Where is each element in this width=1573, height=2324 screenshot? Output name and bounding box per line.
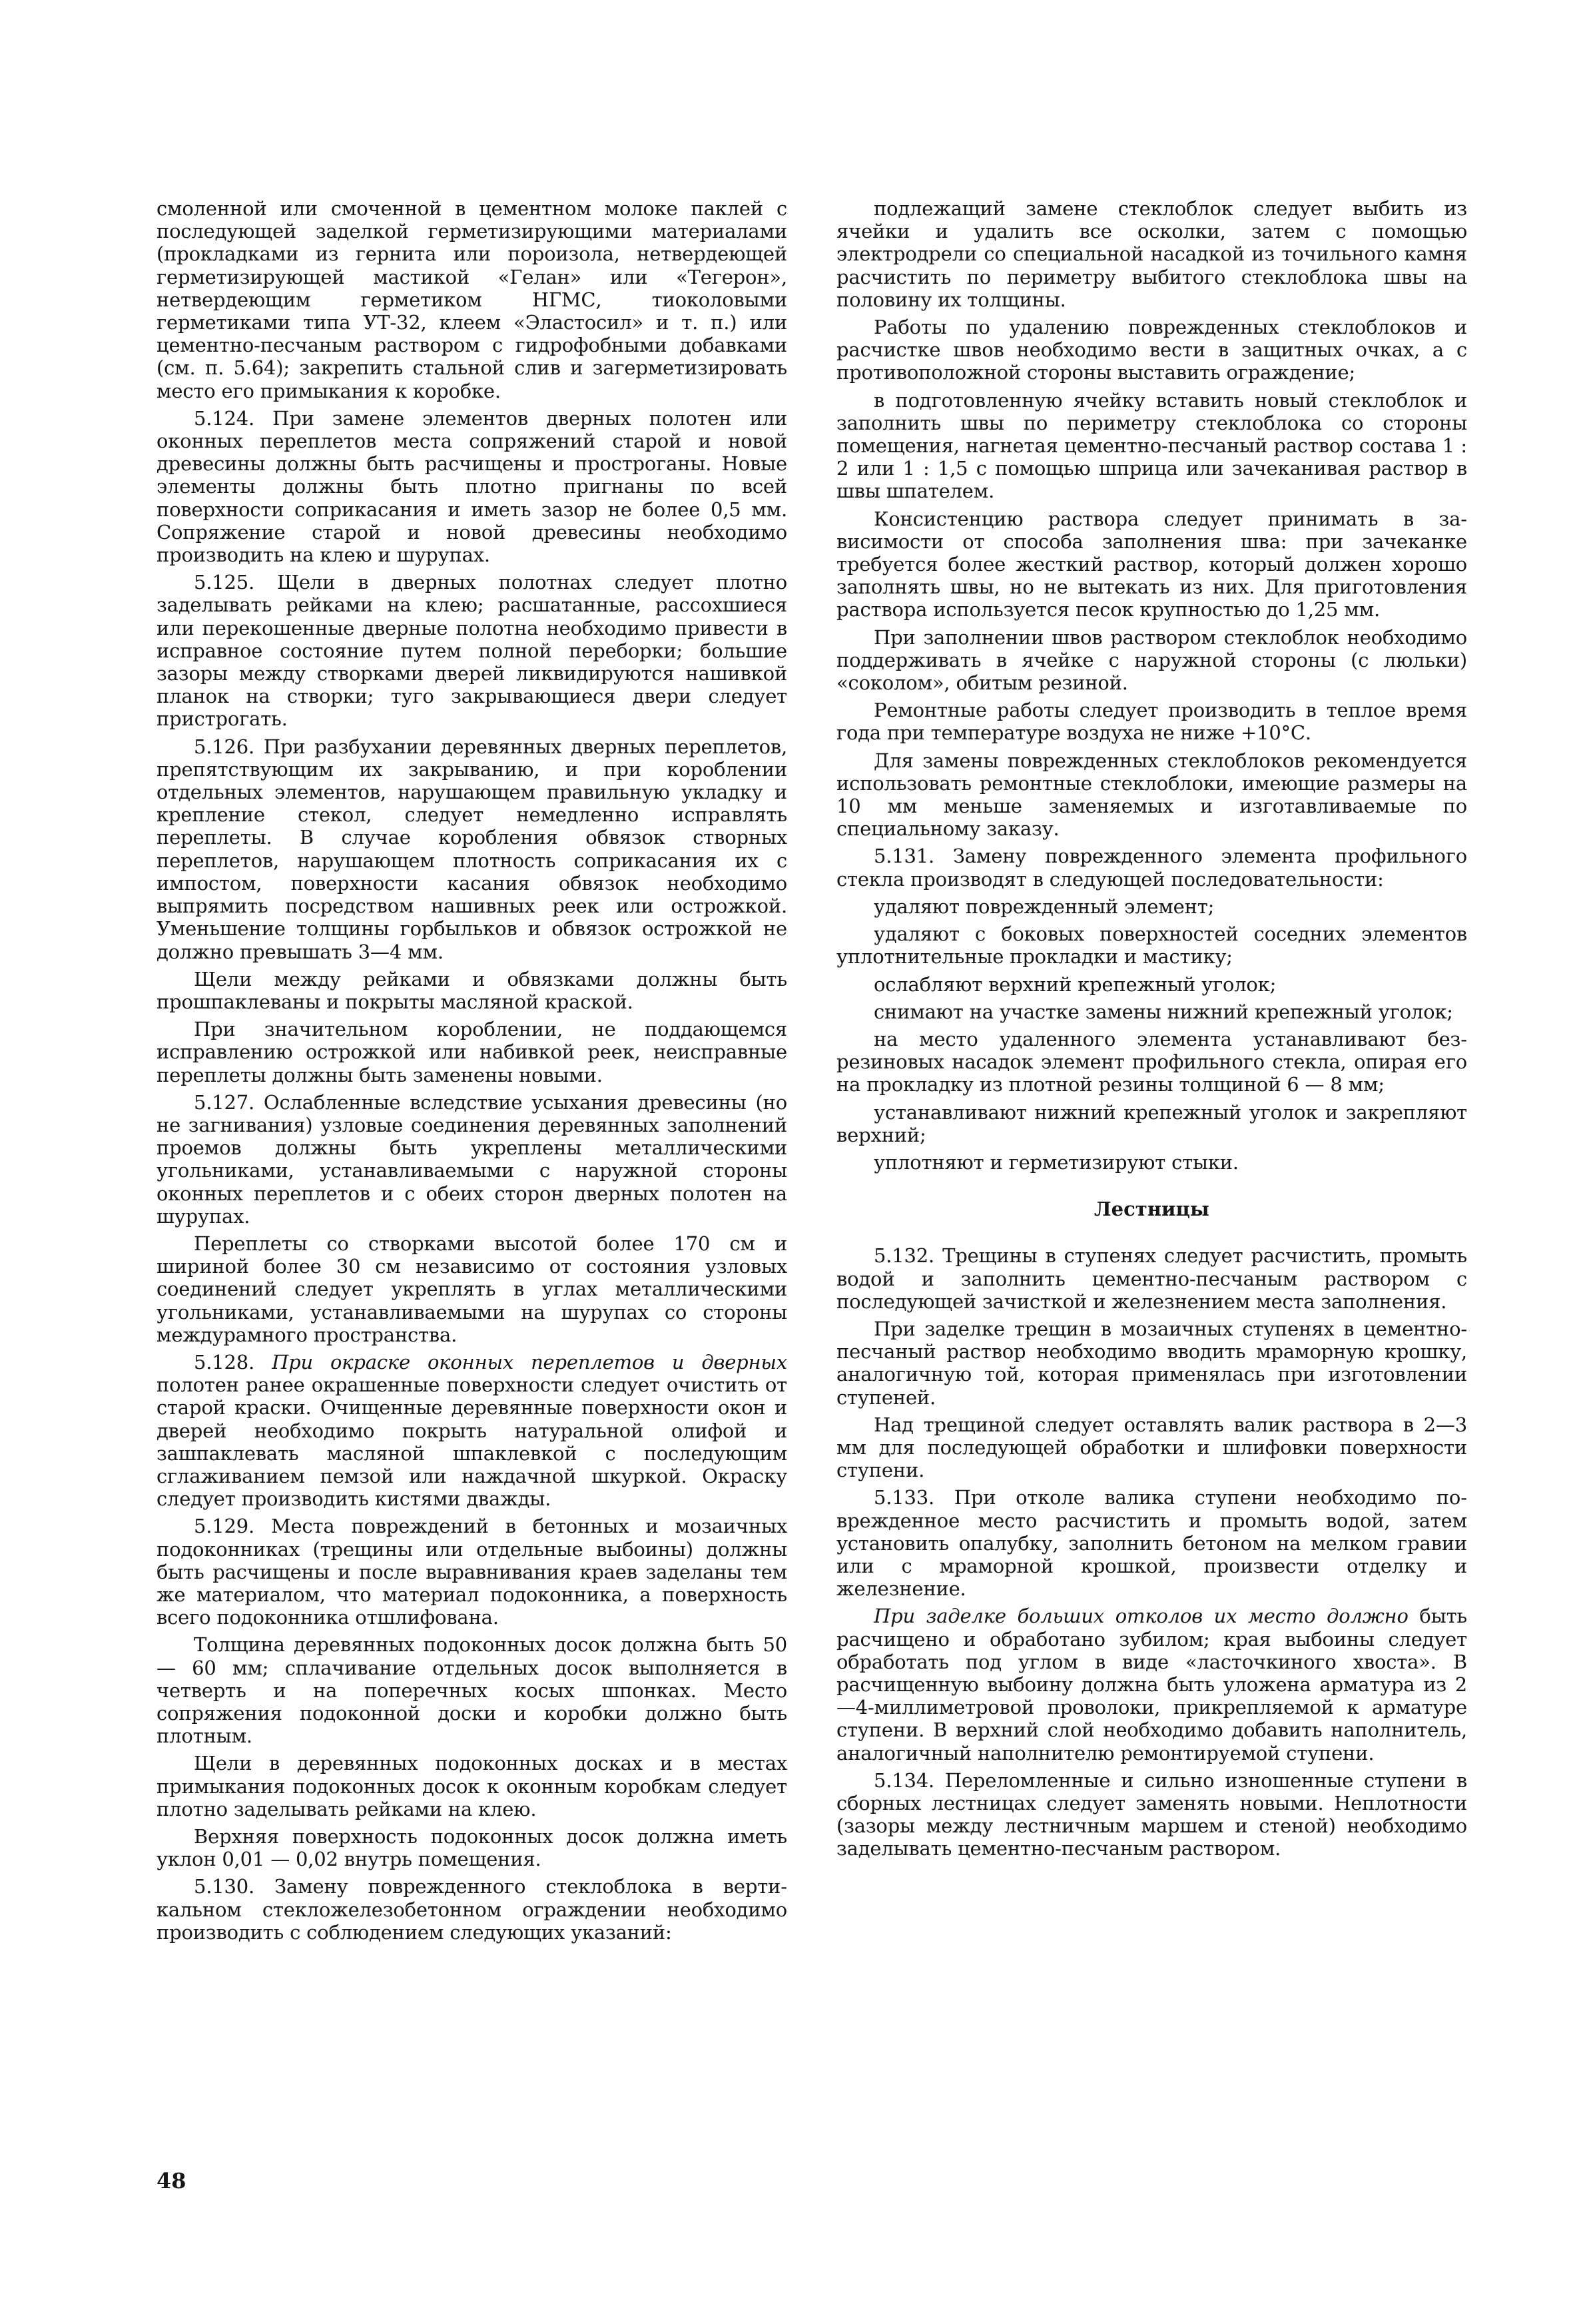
paragraph-5-132: 5.132. Трещины в ступенях следует расчистить, промыть водой и заполнить цементно-песчаным раствором с последующей зачисткой и железнением места заполнения. xyxy=(836,1244,1467,1313)
paragraph: При заделке трещин в мозаичных ступенях в цементно-песчаный раствор необходимо вводить мраморную крошку, аналогичную той, которая применялась при изготовлении ступеней. xyxy=(836,1317,1467,1409)
list-item: ослабляют верхний крепежный уголок; xyxy=(874,972,1277,996)
list-item: уплотняют и герметизируют стыки. xyxy=(874,1150,1239,1174)
paragraph-5-126: 5.126. При разбухании деревянных дверных переплетов, препятствующим их закрыванию, и при короблении отдельных элементов, нарушающем правильную укладку и крепление стекол, следует немедленно исправлять переплеты. В случае коробления обвязок створных переплетов, нарушающем плотность соприкасания их с импостом, поверхности касания обвязок необходимо выпрямить посредством нашивных реек или острожкой. Уменьшение толщины горбыльков и обвязок острожкой не должно превышать 3—4 мм. xyxy=(157,735,787,963)
paragraph: Ремонтные работы следует производить в теплое время года при температуре воздуха не ниже +10°С. xyxy=(836,699,1467,745)
paragraph: подлежащий замене стеклоблок следует выбить из ячейки и удалить все осколки, затем с помощью электродрели со специальной насадкой из точильного камня расчистить по периметру выбитого стеклоблока швы на половину их толщины. xyxy=(836,197,1467,311)
paragraph xyxy=(836,1605,1467,1764)
paragraph: При значительном короблении, не поддающемся исправлению острожкой или набивкой реек, неисправные переплеты должны быть заменены новыми. xyxy=(157,1018,787,1086)
paragraph: Консистенцию раствора следует принимать в зависимости от способа заполнения шва: при зачеканке требуется более жесткий раствор, который должен хорошо заполнять швы, но не вытекать из них. Для приготовления раствора используется песок крупностью до 1,25 мм. xyxy=(836,507,1467,621)
paragraph-5-131: 5.131. Замену поврежденного элемента профильного стекла производят в следующей последовательности: xyxy=(836,845,1467,891)
paragraph: Щели в деревянных подоконных досках и в местах примыкания подоконных досок к оконным коробкам следует плотно заделывать рейками на клею. xyxy=(157,1752,787,1820)
left-column xyxy=(157,197,787,1948)
list-item: удаляют поврежденный элемент; xyxy=(874,895,1215,918)
list-item: удаляют с боковых поверхностей соседних элементов уплотнительные прокладки и мастику; xyxy=(836,923,1467,968)
paragraph: Над трещиной следует оставлять валик раствора в 2—3 мм для последующей обработки и шлифовки поверхности ступени. xyxy=(836,1413,1467,1482)
paragraph-text: полотен ранее окрашенные поверхности следует очистить от старой краски. Очищенные деревянные поверхности окон и дверей необходимо покрыть натуральной олифой и зашпаклевать масляной шпаклевкой с последующим сглаживанием пемзой или наждачной шкуркой. Окраску следует производить кистями дважды. xyxy=(157,1373,787,1511)
paragraph-5-125: 5.125. Щели в дверных полотнах следует плотно заделывать рейками на клею; расшатанные, рассохшиеся или перекошенные дверные полотна необходимо привести в исправное состояние путем полной переборки; большие зазоры между створками дверей ликвидируются нашивкой планок на створки; туго закрывающиеся двери следует пристрогать. xyxy=(157,571,787,731)
section-heading: Лестницы xyxy=(1094,1198,1209,1221)
paragraph: Верхняя поверхность подоконных досок должна иметь уклон 0,01 — 0,02 внутрь помещения. xyxy=(157,1825,787,1871)
right-column xyxy=(836,197,1467,1865)
paragraph-5-128 xyxy=(157,1351,787,1510)
paragraph: Толщина деревянных подоконных досок должна быть 50 — 60 мм; сплачивание отдельных досок выполняется в четверть и на поперечных косых шпонках. Место сопряжения подоконной доски и коробки должно быть плотным. xyxy=(157,1633,787,1748)
paragraph-5-133: 5.133. При отколе валика ступени необходимо поврежденное место расчистить и промыть водой, затем установить опалубку, заполнить бетоном на мелком гравии или с мраморной крошкой, произвести отделку и железнение. xyxy=(836,1486,1467,1601)
italic-phrase: При заделке больших отколов их место должно xyxy=(874,1605,1409,1628)
paragraph-5-124: 5.124. При замене элементов дверных полотен или оконных переплетов места сопряжений старой и новой древесины должны быть расчищены и простроганы. Новые элементы должны быть плотно пригнаны по всей поверхности соприкасания и иметь зазор не более 0,5 мм. Сопряжение старой и новой древесины необходимо производить на клею и шурупах. xyxy=(157,406,787,567)
list-item: устанавливают нижний крепежный уголок и закрепляют верхний; xyxy=(836,1100,1467,1146)
paragraph: Щели между рейками и обвязками должны быть прошпаклеваны и покрыты масляной краской. xyxy=(157,967,787,1013)
paragraph: в подготовленную ячейку вставить новый стеклоблок и заполнить швы по периметру стеклоблока со стороны помещения, нагнетая цементно-песчаный раствор состава 1 : 2 или 1 : 1,5 с помощью шприца или зачеканивая раствор в швы шпателем. xyxy=(836,388,1467,503)
paragraph-5-130: 5.130. Замену поврежденного стеклоблока в вертикальном стекложелезобетонном ограждении необходимо производить с соблюдением следующих указаний: xyxy=(157,1875,787,1944)
paragraph-text: быть расчищено и обработано зубилом; края выбоины следует обработать под углом в виде «ласточкиного хвоста». В расчищенную выбоину должна быть уложена арматура из 2—4-миллиметровой проволоки, прикрепляемой к арматуре ступени. В верхний слой необходимо добавить наполнитель, аналогичный наполнителю ремонтируемой ступени. xyxy=(836,1605,1468,1764)
italic-phrase: При окраске оконных переплетов и дверных xyxy=(272,1350,787,1373)
paragraph: Переплеты со створками высотой более 170 см и шириной более 30 см независимо от состояния узловых соединений следует укреплять в углах металлическими угольниками, устанавливаемыми на шурупах со стороны междурамного пространства. xyxy=(157,1232,787,1346)
paragraph-5-134: 5.134. Переломленные и сильно изношенные ступени в сборных лестницах следует заменять новыми. Неплотности (зазоры между лестничным маршем и стеной) необходимо заделывать цементно-песчаным раствором. xyxy=(836,1768,1467,1860)
page-number: 48 xyxy=(157,2168,186,2193)
paragraph-5-129: 5.129. Места повреждений в бетонных и мозаичных подоконниках (трещины или отдельные выбоины) должны быть расчищены и после выравнивания краев заделаны тем же материалом, что материал подоконника, а поверхность всего подоконника отшлифована. xyxy=(157,1515,787,1629)
paragraph: При заполнении швов раствором стеклоблок необходимо поддерживать в ячейке с наружной стороны (с люльки) «соколом», обитым резиной. xyxy=(836,625,1467,695)
paragraph: Работы по удалению поврежденных стеклоблоков и расчистке швов необходимо вести в защитных очках, а с противоположной стороны выставить ограждение; xyxy=(836,316,1467,384)
paragraph-5-127: 5.127. Ослабленные вследствие усыхания древесины (но не загнивания) узловые соединения деревянных заполнений проемов должны быть укреплены металлическими угольниками, устанавливаемыми с наружной стороны оконных переплетов и с обеих сторон дверных полотен на шурупах. xyxy=(157,1090,787,1228)
list-item: снимают на участке замены нижний крепежный уголок; xyxy=(874,1000,1453,1023)
paragraph: Для замены поврежденных стеклоблоков рекомендуется использовать ремонтные стеклоблоки, имеющие размеры на 10 мм меньше заменяемых и изготавливаемые по специальному заказу. xyxy=(836,749,1467,841)
paragraph: смоленной или смоченной в цементном молоке паклей с последующей заделкой герметизирующими материалами (прокладками из гернита или пороизола, нетвердеющей герметизирующей мастикой «Гелан» или «Тегерон», нетвердеющим герметиком НГМС, тиоколовыми герметиками типа УТ-32, клеем «Эластосил» и т. п.) или цементно-песчаным раствором с гидрофобными добавками (см. п. 5.64); закрепить стальной слив и загерметизировать место его примыкания к коробке. xyxy=(157,197,787,402)
paragraph-number: 5.128. xyxy=(194,1350,272,1373)
list-item: на место удаленного элемента устанавливают безрезиновых насадок элемент профильного стекла, опирая его на прокладку из плотной резины толщиной 6 — 8 мм; xyxy=(836,1027,1467,1096)
